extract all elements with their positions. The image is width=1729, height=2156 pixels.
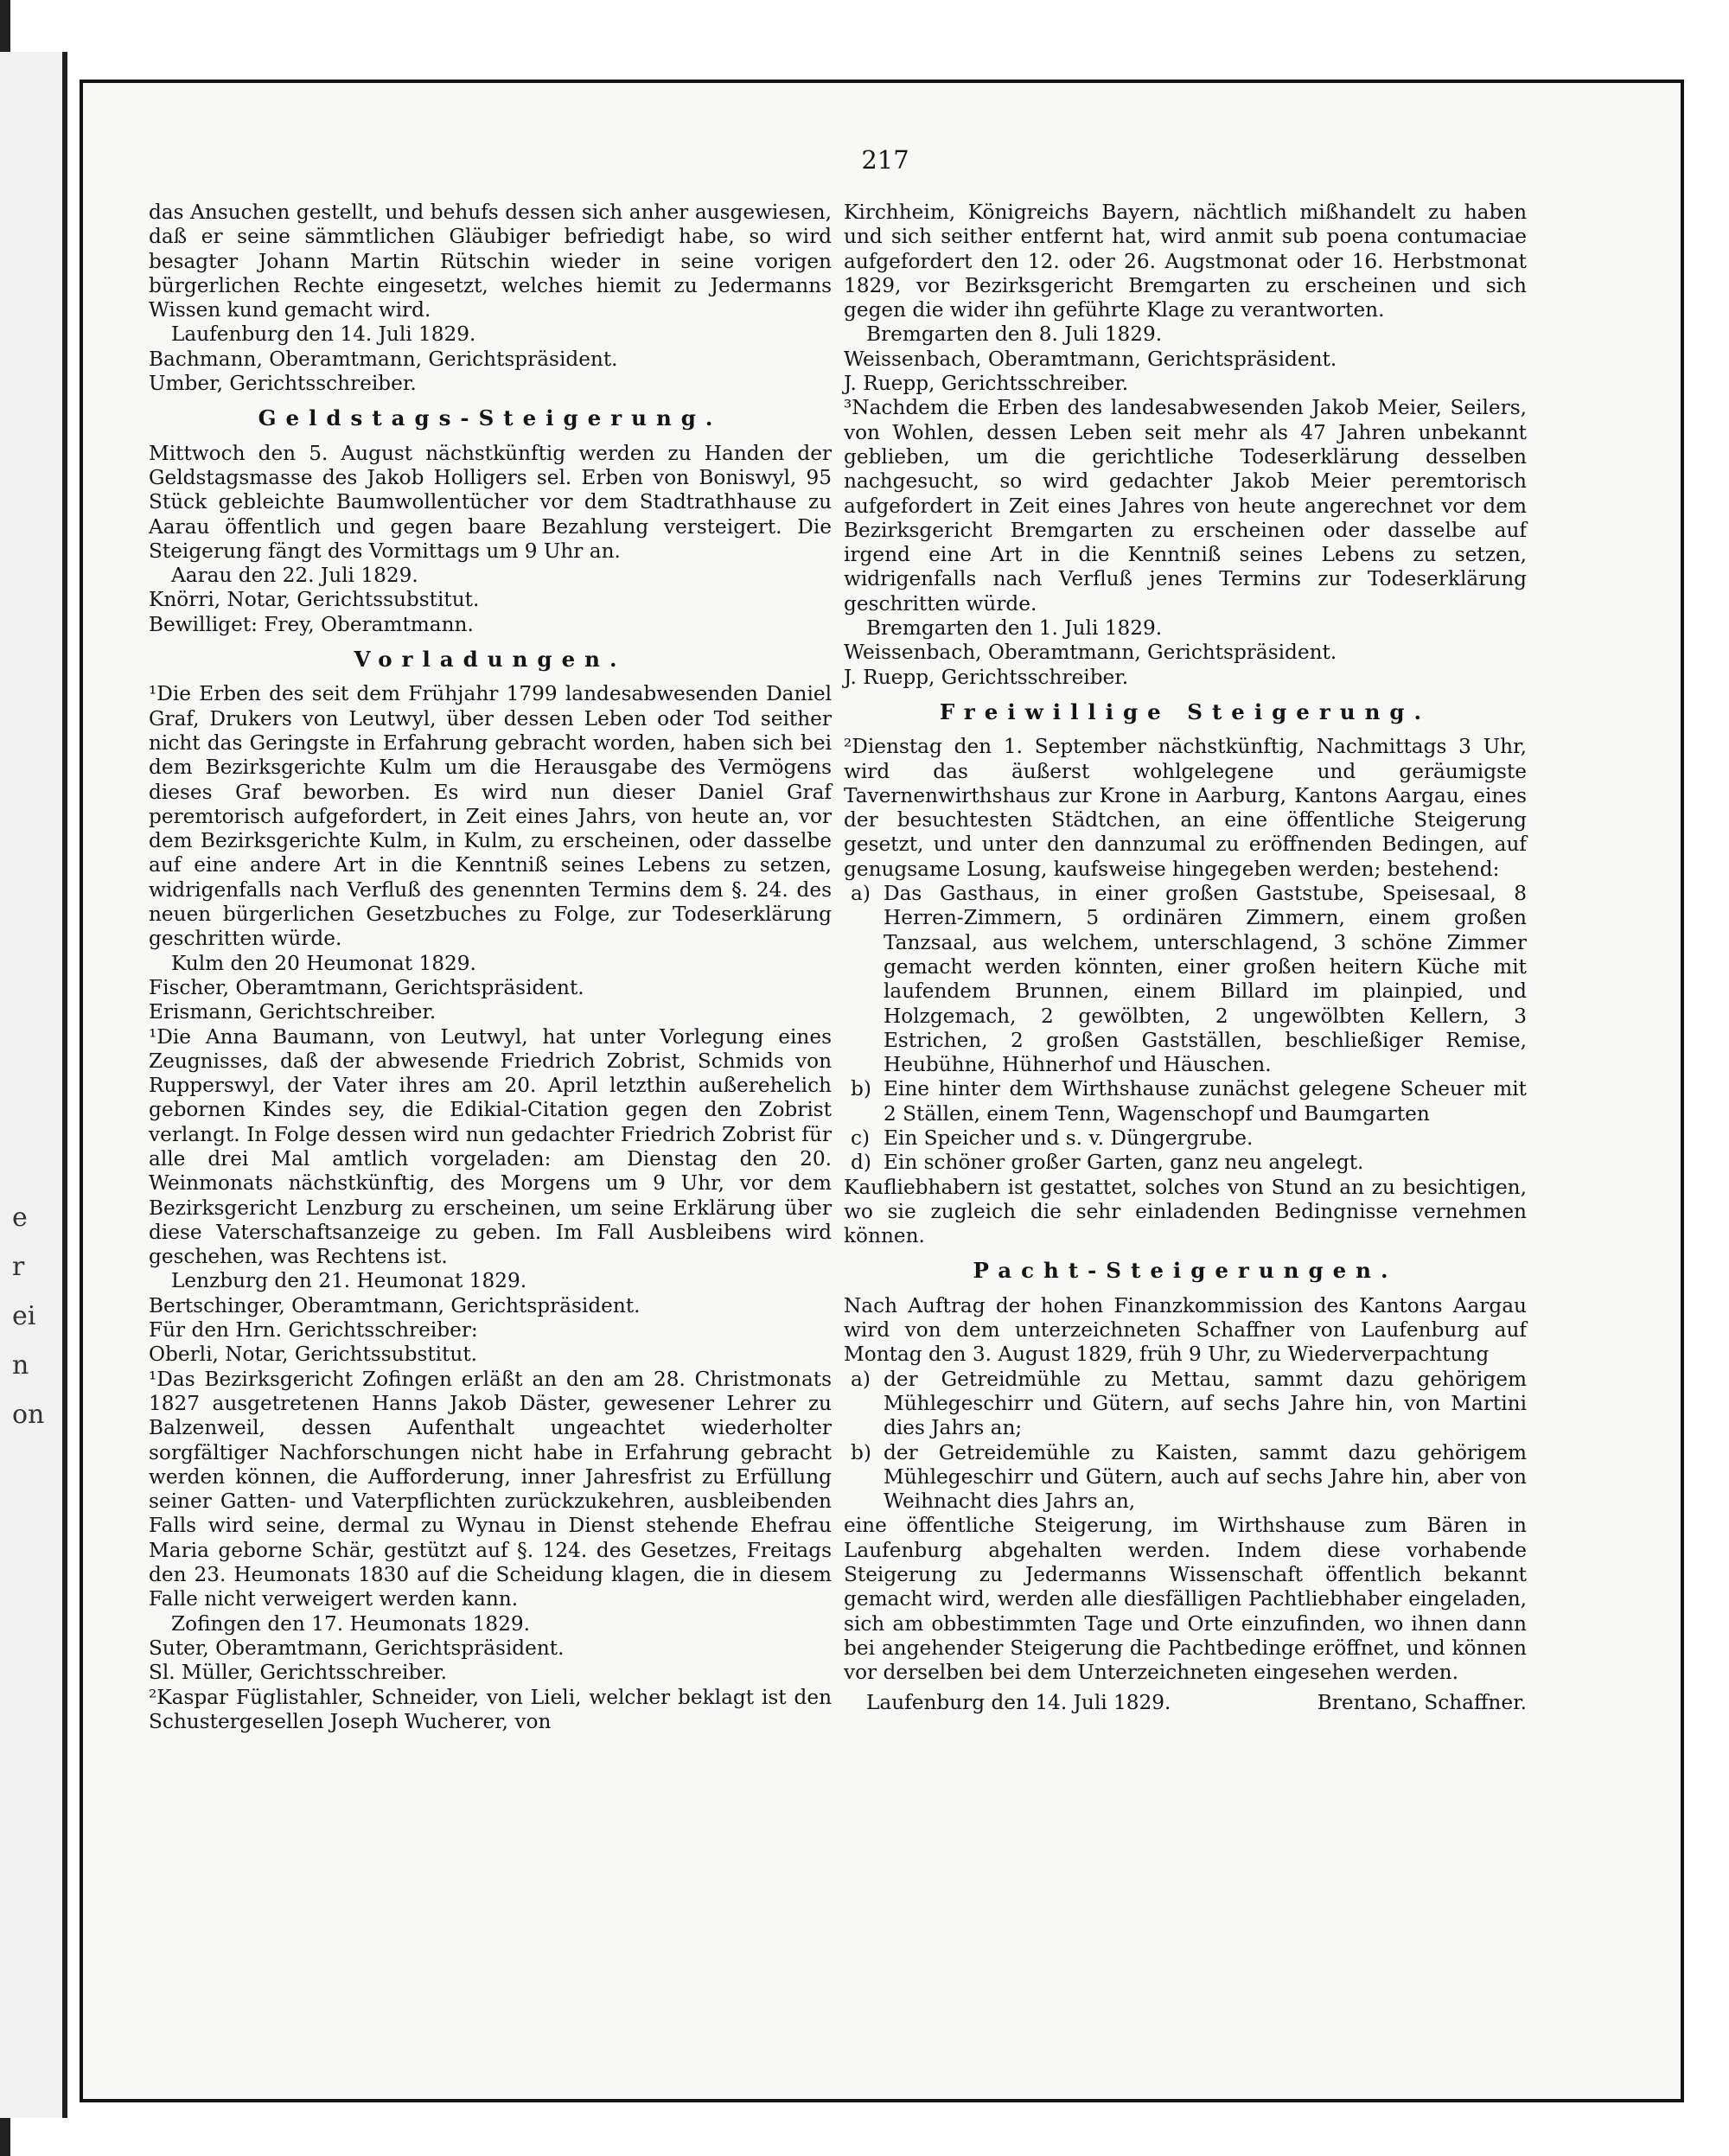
notice-signature: Für den Hrn. Gerichtsschreiber: (149, 1318, 478, 1343)
section-heading: Vorladungen. (354, 647, 627, 673)
list-item-label: c) (851, 1126, 871, 1150)
section-heading: Freiwillige Steigerung. (939, 698, 1432, 724)
notice-signature: Bewilliget: Frey, Oberamtmann. (149, 612, 474, 636)
section-heading: Geldstags-Steigerung. (258, 405, 723, 431)
notice-signature: Oberli, Notar, Gerichtssubstitut. (149, 1343, 478, 1367)
section-heading: Pacht-Steigerungen. (973, 1258, 1398, 1284)
notice-signature: Knörri, Notar, Gerichtssubstitut. (149, 588, 480, 612)
list-item-label: a) (851, 882, 871, 906)
adjacent-page-fragments (12, 1193, 47, 1439)
page-number: 217 (861, 145, 909, 175)
list-item-label: b) (851, 1077, 871, 1101)
notice-paragraph: ¹Die Erben des seit dem Frühjahr 1799 landesabwesenden Daniel Graf, Drukers von Leutwyl, über dessen Leben oder Tod seither nicht das Geringste in Erfahrung gebracht worden, haben sich bei dem Bezirksgerichte Kulm um die Herausgabe des Vermögens dieses Graf beworben. Es wird nun dieser Daniel Graf peremtorisch aufgefordert, in Zeit eines Jahrs, von heute an, vor dem Bezirksgerichte Kulm, in Kulm, zu erscheinen, oder dasselbe auf eine andere Art in die Kenntniß seines Lebens zu setzen, widrigenfalls nach Verfluß des genennten Termins dem §. 24. des neuen bürgerlichen Gesetzbuches zu Folge, zur Todeserklärung geschritten würde. (149, 682, 832, 951)
notice-paragraph: ²Dienstag den 1. September nächstkünftig, Nachmittags 3 Uhr, wird das äußerst wohlgelegene und geräumigste Tavernenwirthshaus zur Krone in Aarburg, Kantons Aargau, eines der besuchtesten Städtchen, an eine öffentliche Steigerung gesetzt, und unter den dannzumal zu eröffnenden Bedingen, auf genugsame Losung, kaufsweise hingegeben werden; bestehend: (844, 735, 1527, 881)
newspaper-page (80, 80, 1684, 2102)
list-item (844, 1151, 1527, 1175)
notice-date: Zofingen den 17. Heumonats 1829. (171, 1611, 531, 1636)
notice-date: Laufenburg den 14. Juli 1829. (866, 1690, 1171, 1714)
notice-paragraph: Mittwoch den 5. August nächstkünftig werden zu Handen der Geldstagsmasse des Jakob Holligers sel. Erben von Boniswyl, 95 Stück gebleichte Baumwollentücher vor dem Stadtrathhause zu Aarau öffentlich und gegen baare Bezahlung versteigert. Die Steigerung fängt des Vormittags um 9 Uhr an. (149, 441, 832, 563)
notice-paragraph: ³Nachdem die Erben des landesabwesenden Jakob Meier, Seilers, von Wohlen, dessen Leben seit mehr als 47 Jahren unbekannt geblieben, um die gerichtliche Todeserklärung desselben nachgesucht, so wird gedachter Jakob Meier peremtorisch aufgefordert in Zeit eines Jahres von heute angerechnet vor dem Bezirksgericht Bremgarten zu erscheinen oder dasselbe auf irgend eine Art in die Kenntniß seines Lebens zu setzen, widrigenfalls nach Verfluß jenes Termins zur Todeserklärung geschritten würde. (844, 396, 1527, 616)
notice-paragraph: Kaufliebhabern ist gestattet, solches von Stund an zu besichtigen, wo sie zugleich die sehr einladenden Bedingnisse vernehmen können. (844, 1175, 1527, 1248)
fragment: r (12, 1252, 25, 1282)
notice-date: Bremgarten den 1. Juli 1829. (866, 616, 1163, 641)
list-item-text: Ein schöner großer Garten, ganz neu angelegt. (884, 1151, 1364, 1175)
list-item-label: b) (851, 1440, 871, 1464)
right-column (844, 201, 1527, 1715)
notice-date: Laufenburg den 14. Juli 1829. (171, 322, 476, 347)
notice-paragraph: Kirchheim, Königreichs Bayern, nächtlich mißhandelt zu haben und sich seither entfernt hat, wird anmit sub poena contumaciae aufgefordert den 12. oder 26. Augstmonat oder 16. Herbstmonat 1829, vor Bezirksgericht Bremgarten zu erscheinen und sich gegen die wider ihn geführte Klage zu verantworten. (844, 201, 1527, 322)
closing-line (844, 1691, 1527, 1715)
fragment: e (12, 1202, 28, 1233)
notice-date: Aarau den 22. Juli 1829. (171, 564, 418, 588)
notice-date: Kulm den 20 Heumonat 1829. (171, 951, 476, 975)
notice-signature: Weissenbach, Oberamtmann, Gerichtspräsident. (844, 347, 1337, 371)
notice-signature: Sl. Müller, Gerichtsschreiber. (149, 1661, 447, 1685)
notice-signature: Suter, Oberamtmann, Gerichtspräsident. (149, 1636, 565, 1660)
notice-signature: Umber, Gerichtsschreiber. (149, 372, 417, 396)
list-item (844, 1441, 1527, 1515)
notice-paragraph: ²Kaspar Füglistahler, Schneider, von Lieli, welcher beklagt ist den Schustergesellen Joseph Wucherer, von (149, 1685, 832, 1733)
notice-signature: Bachmann, Oberamtmann, Gerichtspräsident. (149, 347, 618, 371)
list-item (844, 1126, 1527, 1151)
notice-signature: J. Ruepp, Gerichtsschreiber. (844, 665, 1129, 689)
list-item (844, 1077, 1527, 1126)
notice-signature: Weissenbach, Oberamtmann, Gerichtspräsident. (844, 641, 1337, 665)
left-column (149, 201, 832, 1734)
fragment: n (12, 1350, 29, 1381)
notice-paragraph: das Ansuchen gestellt, und behufs dessen sich anher ausgewiesen, daß er seine sämmtlichen Gläubiger befriedigt habe, so wird besagter Johann Martin Rütschin wieder in seine vorigen bürgerlichen Rechte eingesetzt, welches hiemit zu Jedermanns Wissen kund gemacht wird. (149, 201, 832, 322)
notice-signature: J. Ruepp, Gerichtsschreiber. (844, 372, 1129, 396)
notice-signature: Fischer, Oberamtmann, Gerichtspräsident. (149, 975, 584, 999)
notice-paragraph: ¹Die Anna Baumann, von Leutwyl, hat unter Vorlegung eines Zeugnisses, daß der abwesende Friedrich Zobrist, Schmids von Rupperswyl, der Vater ihres am 20. April letzthin außerehelich gebornen Kindes sey, die Edikial-Citation gegen den Zobrist verlangt. In Folge dessen wird nun gedachter Friedrich Zobrist für alle drei Mal amtlich vorgeladen: am Dienstag den 20. Weinmonats nächstkünftig, des Morgens um 9 Uhr, vor dem Bezirksgericht Lenzburg zu erscheinen, um seine Erklärung über diese Vaterschaftsanzeige zu geben. Im Fall Ausbleibens wird geschehen, was Rechtens ist. (149, 1024, 832, 1269)
notice-paragraph: Nach Auftrag der hohen Finanzkommission des Kantons Aargau wird von dem unterzeichneten Schaffner von Laufenburg auf Montag den 3. August 1829, früh 9 Uhr, zu Wiederverpachtung (844, 1293, 1527, 1367)
list-item-text: Eine hinter dem Wirthshause zunächst gelegene Scheuer mit 2 Ställen, einem Tenn, Wagenschopf und Baumgarten (884, 1077, 1527, 1126)
notice-signature: Bertschinger, Oberamtmann, Gerichtspräsident. (149, 1293, 641, 1317)
list-item (844, 882, 1527, 1077)
list-item-text: der Getreidmühle zu Mettau, sammt dazu gehörigem Mühlegeschirr und Gütern, auf sechs Jahre hin, von Martini dies Jahrs an; (884, 1367, 1527, 1440)
fragment: on (12, 1400, 45, 1430)
fragment: ei (12, 1301, 36, 1331)
notice-signature: Erismann, Gerichtschreiber. (149, 1000, 437, 1024)
list-item (844, 1368, 1527, 1441)
notice-signature: Brentano, Schaffner. (1317, 1690, 1527, 1714)
list-item-label: a) (851, 1367, 871, 1391)
list-item-text: Ein Speicher und s. v. Düngergrube. (884, 1126, 1254, 1150)
notice-date: Lenzburg den 21. Heumonat 1829. (171, 1269, 527, 1293)
notice-date: Bremgarten den 8. Juli 1829. (866, 322, 1163, 347)
notice-paragraph: eine öffentliche Steigerung, im Wirthshause zum Bären in Laufenburg abgehalten werden. Indem diese vorhabende Steigerung zu Jedermanns Wissenschaft öffentlich bekannt gemacht wird, werden alle diesfälligen Pachtliebhaber eingeladen, sich am obbestimmten Tage und Orte einzufinden, wo ihnen dann bei angehender Steigerung die Pachtbedinge eröffnet, und können vor derselben bei dem Unterzeichneten eingesehen werden. (844, 1514, 1527, 1685)
list-item-text: der Getreidemühle zu Kaisten, sammt dazu gehörigem Mühlegeschirr und Gütern, auch auf sechs Jahre hin, aber von Weihnacht dies Jahrs an, (884, 1440, 1527, 1514)
list-item-text: Das Gasthaus, in einer großen Gaststube, Speisesaal, 8 Herren-Zimmern, 5 ordinären Zimmern, einem großen Tanzsaal, aus welchem, unterschlagend, 3 schöne Zimmer gemacht werden könnten, einer großen heitern Küche mit laufendem Brunnen, einem Billard im plainpied, und Holzgemach, 2 gewölbten, 2 ungewölbten Kellern, 3 Estrichen, 2 großen Gastställen, beschließiger Remise, Heubühne, Hühnerhof und Häuschen. (884, 882, 1527, 1077)
list-item-label: d) (851, 1151, 871, 1175)
adjacent-page (0, 52, 67, 2118)
notice-paragraph: ¹Das Bezirksgericht Zofingen erläßt an den am 28. Christmonats 1827 ausgetretenen Hanns Jakob Däster, gewesener Lehrer zu Balzenweil, dessen Aufenthalt ungeachtet wiederholter sorgfältiger Nachforschungen nicht habe in Erfahrung gebracht werden können, die Aufforderung, inner Jahresfrist zu Erfüllung seiner Gatten- und Vaterpflichten zurückzukehren, ausbleibenden Falls wird seine, dermal zu Wynau in Dienst stehende Ehefrau Maria geborne Schär, gestützt auf §. 124. des Gesetzes, Freitags den 23. Heumonats 1830 auf die Scheidung klagen, die in diesem Falle nicht verweigert werden kann. (149, 1367, 832, 1611)
